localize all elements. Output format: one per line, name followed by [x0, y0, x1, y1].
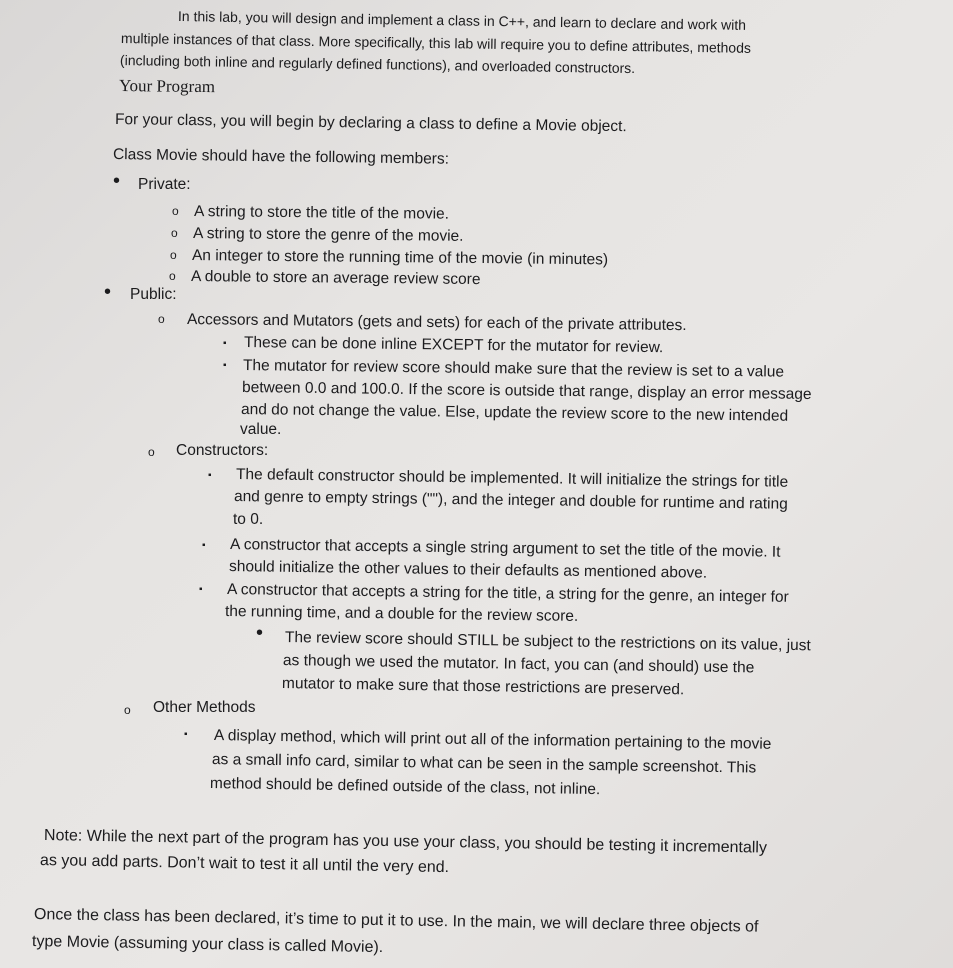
display-method-line-2: as a small info card, similar to what can be seen in the sample screenshot. This — [211, 751, 757, 777]
closing-line-1: Once the class has been declared, it’s time to put it to use. In the main, we will declare three objects of — [33, 906, 759, 936]
section-heading: Your Program — [118, 76, 216, 97]
intro-line-2: multiple instances of that class. More specifically, this lab will require you to define attributes, methods — [120, 30, 752, 56]
bullet-circle: o — [158, 312, 165, 326]
intro-line-1: In this lab, you will design and implement a class in C++, and learn to declare and work with — [177, 8, 747, 33]
private-label: Private: — [138, 176, 191, 193]
review-mutator-line-4: value. — [240, 421, 282, 438]
display-method-line-1: A display method, which will print out all of the information pertaining to the movie — [213, 727, 772, 753]
other-methods-title: Other Methods — [153, 699, 256, 716]
bullet-circle: o — [171, 226, 178, 240]
bullet-circle: o — [148, 445, 155, 459]
constructors-title: Constructors: — [176, 442, 269, 459]
paragraph-members-intro: Class Movie should have the following members: — [112, 146, 450, 168]
full-constructor-line-1: A constructor that accepts a string for the title, a string for the genre, an integer for — [226, 581, 789, 606]
closing-line-2: type Movie (assuming your class is called Movie). — [31, 933, 384, 957]
public-label: Public: — [130, 286, 177, 303]
bullet-circle: o — [124, 703, 131, 717]
full-constructor-line-2: the running time, and a double for the review score. — [224, 603, 579, 625]
paragraph-class-intro: For your class, you will begin by declaring a class to define a Movie object. — [114, 111, 627, 136]
intro-line-3: (including both inline and regularly defined functions), and overloaded constructors. — [119, 52, 636, 77]
bullet-square: ▪ — [199, 584, 203, 595]
title-constructor-line-2: should initialize the other values to their defaults as mentioned above. — [228, 558, 708, 582]
review-mutator-line-3: and do not change the value. Else, update the review score to the new intended — [240, 401, 789, 425]
private-item-runtime: An integer to store the running time of the movie (in minutes) — [191, 247, 609, 269]
note-line-2: as you add parts. Don’t wait to test it all until the very end. — [39, 852, 450, 877]
bullet-dot: • — [113, 170, 121, 192]
bullet-circle: o — [172, 204, 179, 218]
title-constructor-line-1: A constructor that accepts a single string argument to set the title of the movie. It — [229, 536, 781, 561]
bullet-square: ▪ — [208, 470, 212, 481]
bullet-square: ▪ — [184, 729, 188, 740]
bullet-square: ▪ — [223, 338, 227, 349]
display-method-line-3: method should be defined outside of the class, not inline. — [209, 775, 601, 799]
review-restriction-line-3: mutator to make sure that those restrictions are preserved. — [281, 675, 685, 699]
default-constructor-line-1: The default constructor should be implemented. It will initialize the strings for title — [235, 466, 789, 491]
default-constructor-line-3: to 0. — [233, 511, 264, 528]
bullet-dot: • — [256, 622, 264, 644]
bullet-square: ▪ — [202, 540, 206, 551]
review-restriction-line-2: as though we used the mutator. In fact, you can (and should) use the — [282, 652, 755, 677]
default-constructor-line-2: and genre to empty strings (""), and the integer and double for runtime and rating — [233, 488, 788, 513]
bullet-circle: o — [169, 269, 176, 283]
bullet-square: ▪ — [223, 360, 227, 371]
private-item-review: A double to store an average review score — [190, 268, 481, 289]
note-line-1: Note: While the next part of the program has you use your class, you should be testing it incrementally — [43, 827, 768, 857]
review-mutator-line-2: between 0.0 and 100.0. If the score is outside that range, display an error message — [241, 379, 812, 403]
bullet-circle: o — [170, 248, 177, 262]
review-restriction-line-1: The review score should STILL be subject to the restrictions on its value, just — [284, 629, 811, 655]
private-item-title: A string to store the title of the movie. — [193, 203, 450, 223]
bullet-dot: • — [104, 281, 112, 303]
private-item-genre: A string to store the genre of the movie. — [192, 225, 464, 245]
accessors-title: Accessors and Mutators (gets and sets) for each of the private attributes. — [186, 311, 687, 335]
review-mutator-line-1: The mutator for review score should make sure that the review is set to a value — [242, 357, 785, 381]
accessors-inline-note: These can be done inline EXCEPT for the mutator for review. — [243, 334, 664, 357]
